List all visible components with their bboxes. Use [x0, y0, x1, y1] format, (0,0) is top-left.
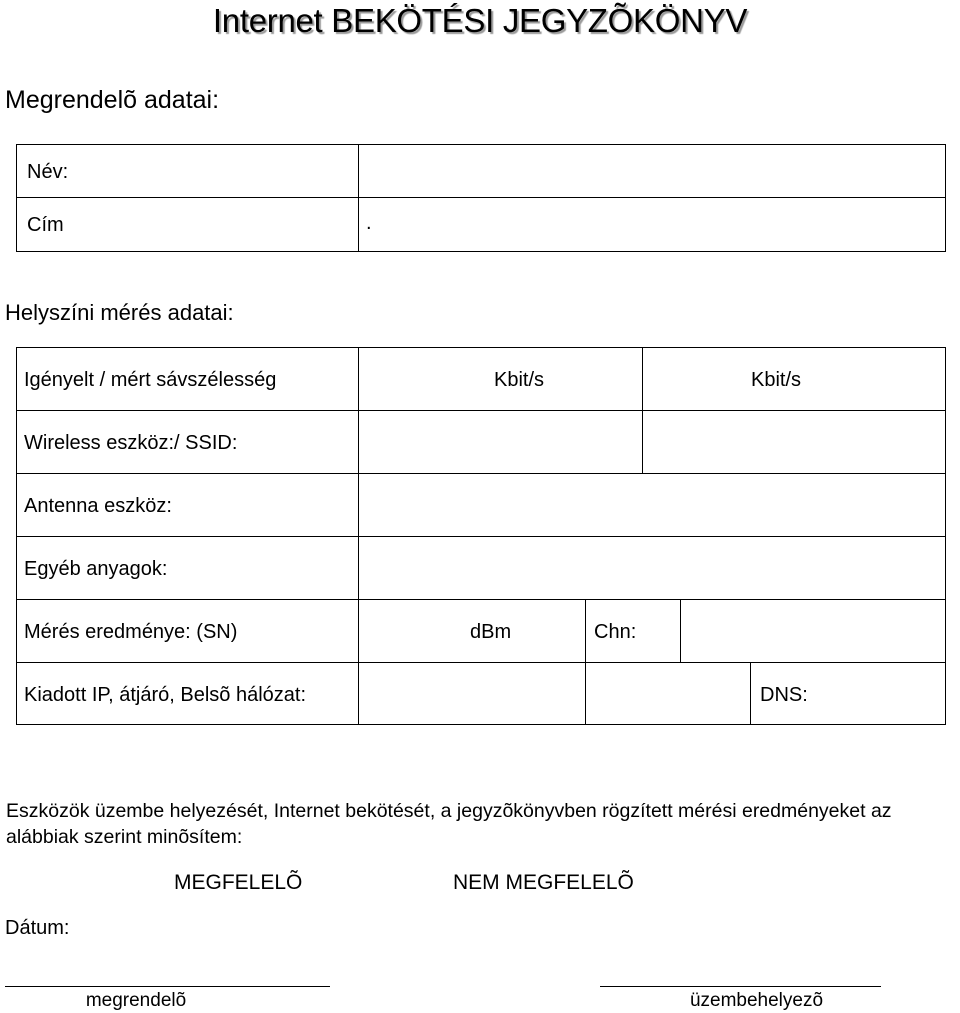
dns-label: DNS:: [760, 684, 808, 706]
address-label: Cím: [27, 214, 64, 236]
date-label: Dátum:: [5, 917, 70, 939]
ip-label: Kiadott IP, átjáró, Belsõ hálózat:: [24, 684, 307, 706]
channel-label: Chn:: [594, 621, 637, 643]
measurement-heading: Helyszíni mérés adatai:: [5, 300, 234, 325]
measurement-col-divider: [750, 662, 751, 725]
name-label: Név:: [27, 161, 69, 183]
result-label: Mérés eredménye: (SN): [24, 621, 238, 643]
ip-field[interactable]: [359, 663, 585, 724]
certification-statement: Eszközök üzembe helyezését, Internet bekötését, a jegyzõkönyvben rögzített mérési eredményeket az alábbiak szerint minõsítem:: [6, 800, 892, 848]
antenna-label: Antenna eszköz:: [24, 495, 172, 517]
rating-ok-option[interactable]: MEGFELELÕ: [174, 871, 303, 894]
other-materials-field[interactable]: [359, 537, 945, 599]
installer-signature-label: üzembehelyezõ: [689, 990, 824, 1011]
ssid-field[interactable]: [643, 411, 945, 473]
other-materials-label: Egyéb anyagok:: [24, 558, 168, 580]
customer-heading: Megrendelõ adatai:: [5, 86, 220, 114]
customer-table-row-divider: [16, 197, 946, 198]
dns-field[interactable]: [812, 663, 945, 724]
wireless-label: Wireless eszköz:/ SSID:: [24, 432, 238, 454]
customer-signature-line[interactable]: [5, 986, 330, 987]
result-unit: dBm: [470, 621, 512, 643]
document-title: Internet BEKÖTÉSI JEGYZÕKÖNYV: [212, 2, 748, 39]
customer-signature-label: megrendelõ: [85, 990, 187, 1011]
channel-field[interactable]: [681, 600, 945, 662]
gateway-field[interactable]: [586, 663, 750, 724]
requested-bandwidth-unit: Kbit/s: [494, 369, 545, 391]
bandwidth-label: Igényelt / mért sávszélesség: [24, 369, 277, 391]
address-field[interactable]: .: [366, 212, 372, 234]
wireless-device-field[interactable]: [359, 411, 642, 473]
rating-not-ok-option[interactable]: NEM MEGFELELÕ: [453, 871, 634, 894]
measured-bandwidth-unit: Kbit/s: [751, 369, 802, 391]
name-field[interactable]: [359, 145, 945, 197]
installer-signature-line[interactable]: [600, 986, 881, 987]
antenna-field[interactable]: [359, 474, 945, 536]
